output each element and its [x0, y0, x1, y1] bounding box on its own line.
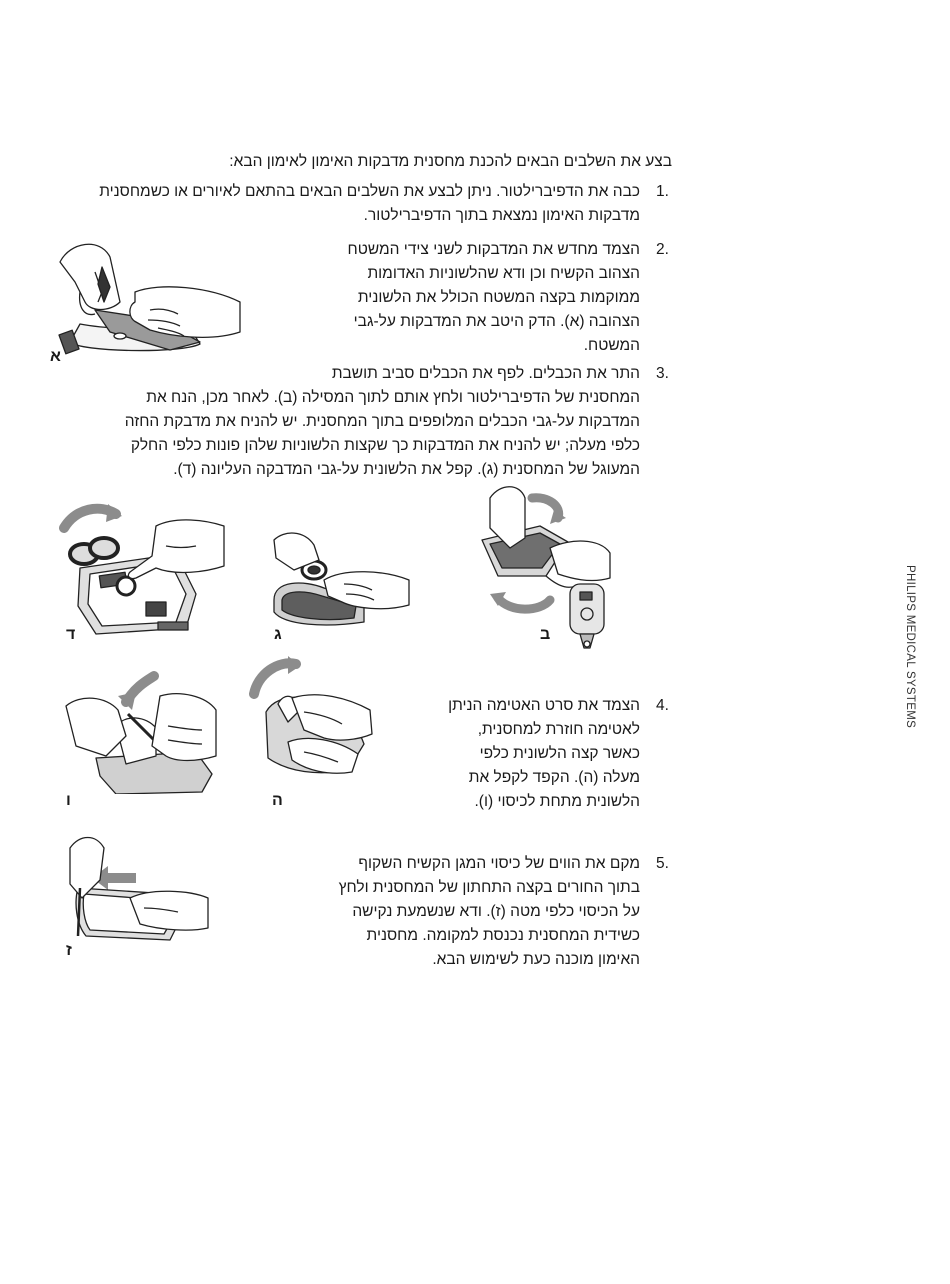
label-z: ז — [66, 942, 72, 959]
step-1-number: 1. — [656, 183, 669, 200]
label-b: ב — [540, 626, 551, 643]
step-3-number: 3. — [656, 365, 669, 382]
illustration-v-tuck-tab — [56, 666, 220, 794]
label-d: ד — [66, 626, 76, 643]
step-4-number: 4. — [656, 697, 669, 714]
intro-text: בצע את השלבים הבאים להכנת מחסנית מדבקות האימון לאימון הבא: — [229, 153, 672, 170]
sidebar-brand-text: PHILIPS MEDICAL SYSTEMS — [904, 565, 916, 729]
illustration-d-fold-tab — [56, 496, 228, 642]
illustration-a-pads-on-liner — [40, 232, 250, 360]
illustration-z-attach-cover — [60, 828, 210, 948]
step-3-text: התר את הכבלים. לפף את הכבלים סביב תושבת המחסנית של הדפיברילטור ולחץ אותם לתוך המסילה (ב). לאחר מכן, הנח את המדבקות על-גבי הכבלים המלופפים בתוך המחסנית. יש להניח את מדבקת החזה כלפי מעלה; יש להניח את המדבקות כך שקצות הלשוניות שלהן פונות כלפי החלק המעוגל של המחסנית (ג). קפל את הלשונית על-גבי המדבקה העליונה (ד). — [124, 365, 640, 478]
step-5-text: מקם את הווים של כיסוי המגן הקשיח השקוף בתוך החורים בקצה התחתון של המחסנית ולחץ על הכיסוי כלפי מטה (ז). ודא שנשמעת נקישה כשידית המחסנית נכנסת למקומה. מחסנית האימון מוכנה כעת לשימוש הבא. — [338, 855, 640, 968]
step-4-text: הצמד את סרט האטימה הניתן לאטימה חוזרת למחסנית, כאשר קצה הלשונית כלפי מעלה (ה). הקפד לקפל את הלשונית מתחת לכיסוי (ו). — [448, 697, 640, 810]
label-h: ה — [272, 792, 283, 809]
step-1-text: כבה את הדפיברילטור. ניתן לבצע את השלבים הבאים בהתאם לאיורים או כשמחסנית מדבקות האימון נמצאת בתוך הדפיברילטור. — [99, 183, 640, 224]
label-g: ג — [274, 626, 282, 643]
label-v: ו — [66, 792, 71, 809]
step-5-number: 5. — [656, 855, 669, 872]
illustration-h-reseal-tape — [248, 654, 380, 782]
label-a: א — [50, 348, 61, 365]
illustration-g-place-pads — [264, 500, 414, 640]
sidebar-brand — [899, 565, 923, 729]
step-2-number: 2. — [656, 241, 669, 258]
step-2-text: הצמד מחדש את המדבקות לשני צידי המשטח הצהוב הקשיח וכן ודא שהלשוניות האדומות ממוקמות בקצה המשטח הכולל את הלשונית הצהובה (א). הדק היטב את המדבקות על-גבי המשטח. — [347, 241, 640, 354]
